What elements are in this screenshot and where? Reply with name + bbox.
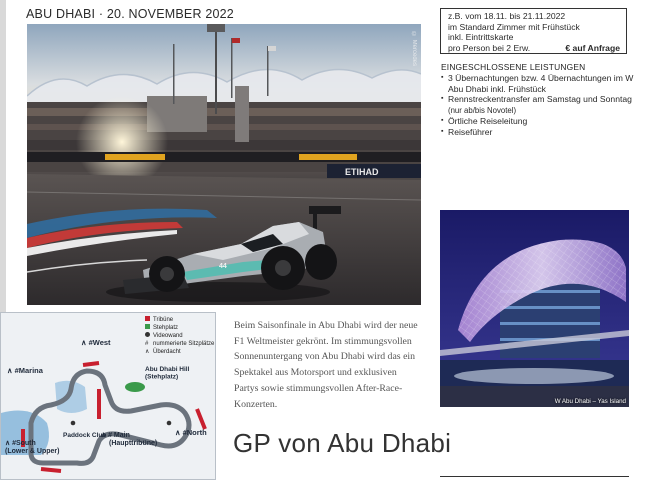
race-photo — [27, 24, 421, 305]
hotel-caption: W Abu Dhabi – Yas Island — [554, 398, 626, 405]
included-item-text: Örtliche Reiseleitung — [448, 116, 528, 127]
offer-line: im Standard Zimmer mit Frühstück — [448, 21, 580, 32]
divider — [440, 476, 629, 477]
offer-line: inkl. Eintrittskarte — [448, 32, 514, 43]
legend-hash-glyph: # — [145, 341, 149, 347]
price-label: pro Person bei 2 Erw. — [448, 42, 531, 53]
article-title: GP von Abu Dhabi — [233, 428, 452, 458]
legend-videowall: Videowand — [153, 333, 183, 339]
included-item — [441, 94, 637, 116]
hotel-illustration — [440, 210, 629, 407]
label-marina: ∧ #Marina — [7, 366, 43, 375]
photo-credit: © Mercedes — [411, 32, 417, 67]
included-title: EINGESCHLOSSENE LEISTUNGEN — [441, 62, 586, 72]
offer-line: z.B. vom 18.11. bis 21.11.2022 — [448, 11, 566, 21]
legend-numbered-seats: nummerierte Sitzplätze — [153, 341, 215, 347]
circuit-map-drawing — [1, 313, 216, 480]
included-item — [441, 73, 637, 94]
circuit-map — [0, 312, 216, 480]
svg-text:ETIHAD: ETIHAD — [345, 167, 379, 177]
legend-roof-glyph: ∧ — [145, 349, 150, 355]
race-photo-illustration — [27, 24, 421, 305]
page-header: ABU DHABI · 20. NOVEMBER 2022 — [26, 7, 234, 21]
included-item-text: Reiseführer — [448, 126, 493, 137]
hotel-photo — [440, 210, 629, 407]
offer-box — [440, 8, 627, 54]
offer-price-row — [448, 43, 620, 54]
legend-covered: Überdacht — [153, 349, 181, 355]
price-value: € auf Anfrage — [565, 42, 620, 53]
label-south: ∧ #South (Lower & Upper) — [5, 440, 60, 456]
label-main: ∧ # Main (Haupttribüne) — [101, 432, 158, 448]
label-hill: Abu Dhabi Hill (Stehplatz) — [145, 366, 190, 381]
included-item — [441, 127, 637, 138]
label-paddock: Paddock Club — [63, 432, 107, 439]
included-item — [441, 116, 637, 127]
included-item-text: Rennstreckentransfer am Samstag und Sonntag — [448, 94, 632, 105]
label-west: ∧ #West — [81, 338, 111, 347]
article-body: Beim Saisonfinale in Abu Dhabi wird der neue F1 Weltmeister gekrönt. Im stimmungsvollen Sonnenuntergang von Abu Dhabi wird das ein Spektakel aus Motorsport und exklusiven Partys sowie stimmungsvollen After-Race-Konzerten. — [234, 320, 418, 410]
label-north: ∧ #North — [175, 428, 207, 437]
car-number: 44 — [219, 263, 227, 270]
included-item-note: (nur ab/bis Novotel) — [448, 105, 517, 115]
included-item-text: 3 Übernachtungen bzw. 4 Übernachtungen im W Abu Dhabi inkl. Frühstück — [448, 73, 634, 94]
included-list — [441, 73, 637, 138]
legend-tribune: Tribüne — [153, 317, 174, 323]
legend-standing: Stehplatz — [153, 325, 179, 331]
